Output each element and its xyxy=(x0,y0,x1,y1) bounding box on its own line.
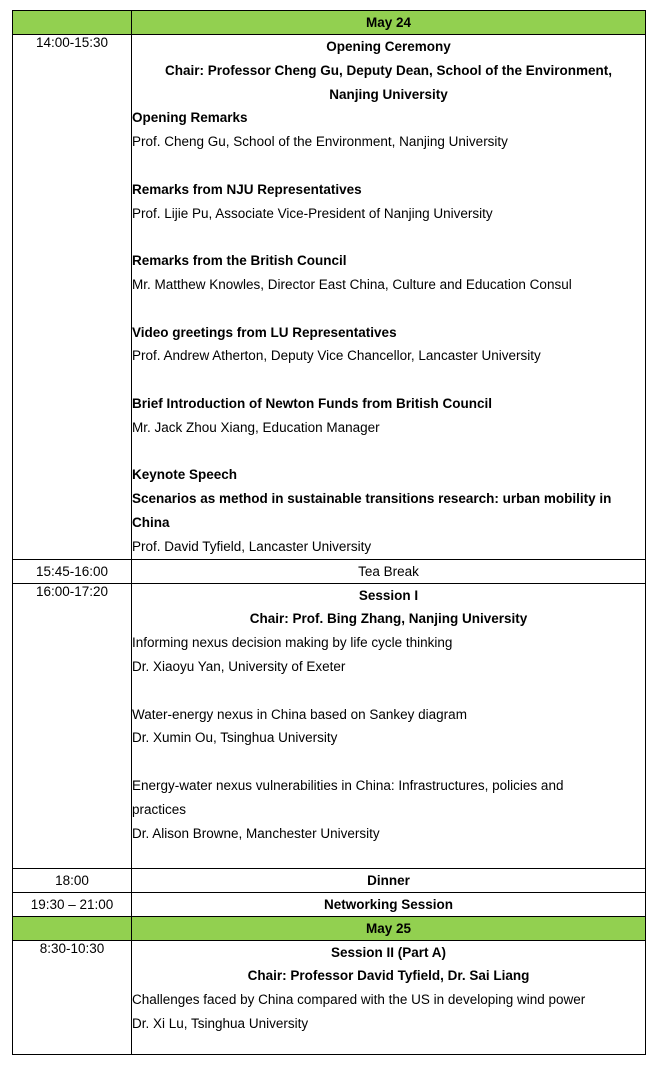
session-content xyxy=(132,35,646,560)
keynote-speaker: Prof. David Tyfield, Lancaster University xyxy=(132,538,372,554)
item-heading: Video greetings from LU Representatives xyxy=(132,324,397,340)
day-header-row xyxy=(13,916,646,940)
keynote-title: China xyxy=(132,514,170,530)
schedule-row-dinner xyxy=(13,868,646,892)
day-header-row xyxy=(13,11,646,35)
time-cell: 15:45-16:00 xyxy=(13,559,132,583)
tea-break-label: Tea Break xyxy=(132,559,646,583)
schedule-row-opening xyxy=(13,35,646,560)
talk-speaker: Dr. Xiaoyu Yan, University of Exeter xyxy=(132,658,346,674)
item-heading: Remarks from NJU Representatives xyxy=(132,181,362,197)
day-date: May 24 xyxy=(132,11,646,35)
item-speaker: Mr. Jack Zhou Xiang, Education Manager xyxy=(132,419,380,435)
time-cell: 14:00-15:30 xyxy=(13,35,132,560)
day-date: May 25 xyxy=(132,916,646,940)
item-heading: Remarks from the British Council xyxy=(132,253,347,269)
item-speaker: Prof. Andrew Atherton, Deputy Vice Chancellor, Lancaster University xyxy=(132,348,541,364)
schedule-row-tea xyxy=(13,559,646,583)
schedule-row-session1 xyxy=(13,583,646,868)
networking-label: Networking Session xyxy=(132,892,646,916)
schedule-row-networking xyxy=(13,892,646,916)
item-speaker: Prof. Lijie Pu, Associate Vice-President of Nanjing University xyxy=(132,205,493,221)
talk-speaker: Dr. Alison Browne, Manchester University xyxy=(132,825,380,841)
item-heading: Brief Introduction of Newton Funds from British Council xyxy=(132,395,492,411)
talk-title: Water-energy nexus in China based on Sankey diagram xyxy=(132,706,467,722)
talk-speaker: Dr. Xi Lu, Tsinghua University xyxy=(132,1015,309,1031)
item-heading: Opening Remarks xyxy=(132,110,248,126)
chair-line: Chair: Professor David Tyfield, Dr. Sai Liang xyxy=(247,968,530,984)
session-title: Session II (Part A) xyxy=(330,944,447,960)
item-speaker: Prof. Cheng Gu, School of the Environment, Nanjing University xyxy=(132,134,508,150)
chair-line: Nanjing University xyxy=(329,86,448,102)
keynote-heading: Keynote Speech xyxy=(132,467,238,483)
conference-schedule-table xyxy=(12,10,646,1055)
session-title: Opening Ceremony xyxy=(326,39,451,54)
chair-line: Chair: Professor Cheng Gu, Deputy Dean, School of the Environment, xyxy=(164,62,613,78)
schedule-row-session2a xyxy=(13,940,646,1054)
item-speaker: Mr. Matthew Knowles, Director East China, Culture and Education Consul xyxy=(132,276,572,292)
talk-title: practices xyxy=(132,801,187,817)
time-cell: 8:30-10:30 xyxy=(13,940,132,1054)
time-cell: 18:00 xyxy=(13,868,132,892)
talk-title: Energy-water nexus vulnerabilities in China: Infrastructures, policies and xyxy=(132,777,564,793)
talk-speaker: Dr. Xumin Ou, Tsinghua University xyxy=(132,730,338,746)
session-content xyxy=(132,940,646,1054)
dinner-label: Dinner xyxy=(132,868,646,892)
chair-line: Chair: Prof. Bing Zhang, Nanjing University xyxy=(249,611,528,627)
time-cell: 16:00-17:20 xyxy=(13,583,132,868)
session-title: Session I xyxy=(358,587,419,603)
session-content xyxy=(132,583,646,868)
talk-title: Challenges faced by China compared with the US in developing wind power xyxy=(132,992,586,1008)
keynote-title: Scenarios as method in sustainable transitions research: urban mobility in xyxy=(132,491,612,507)
talk-title: Informing nexus decision making by life cycle thinking xyxy=(132,635,453,651)
time-cell: 19:30 – 21:00 xyxy=(13,892,132,916)
